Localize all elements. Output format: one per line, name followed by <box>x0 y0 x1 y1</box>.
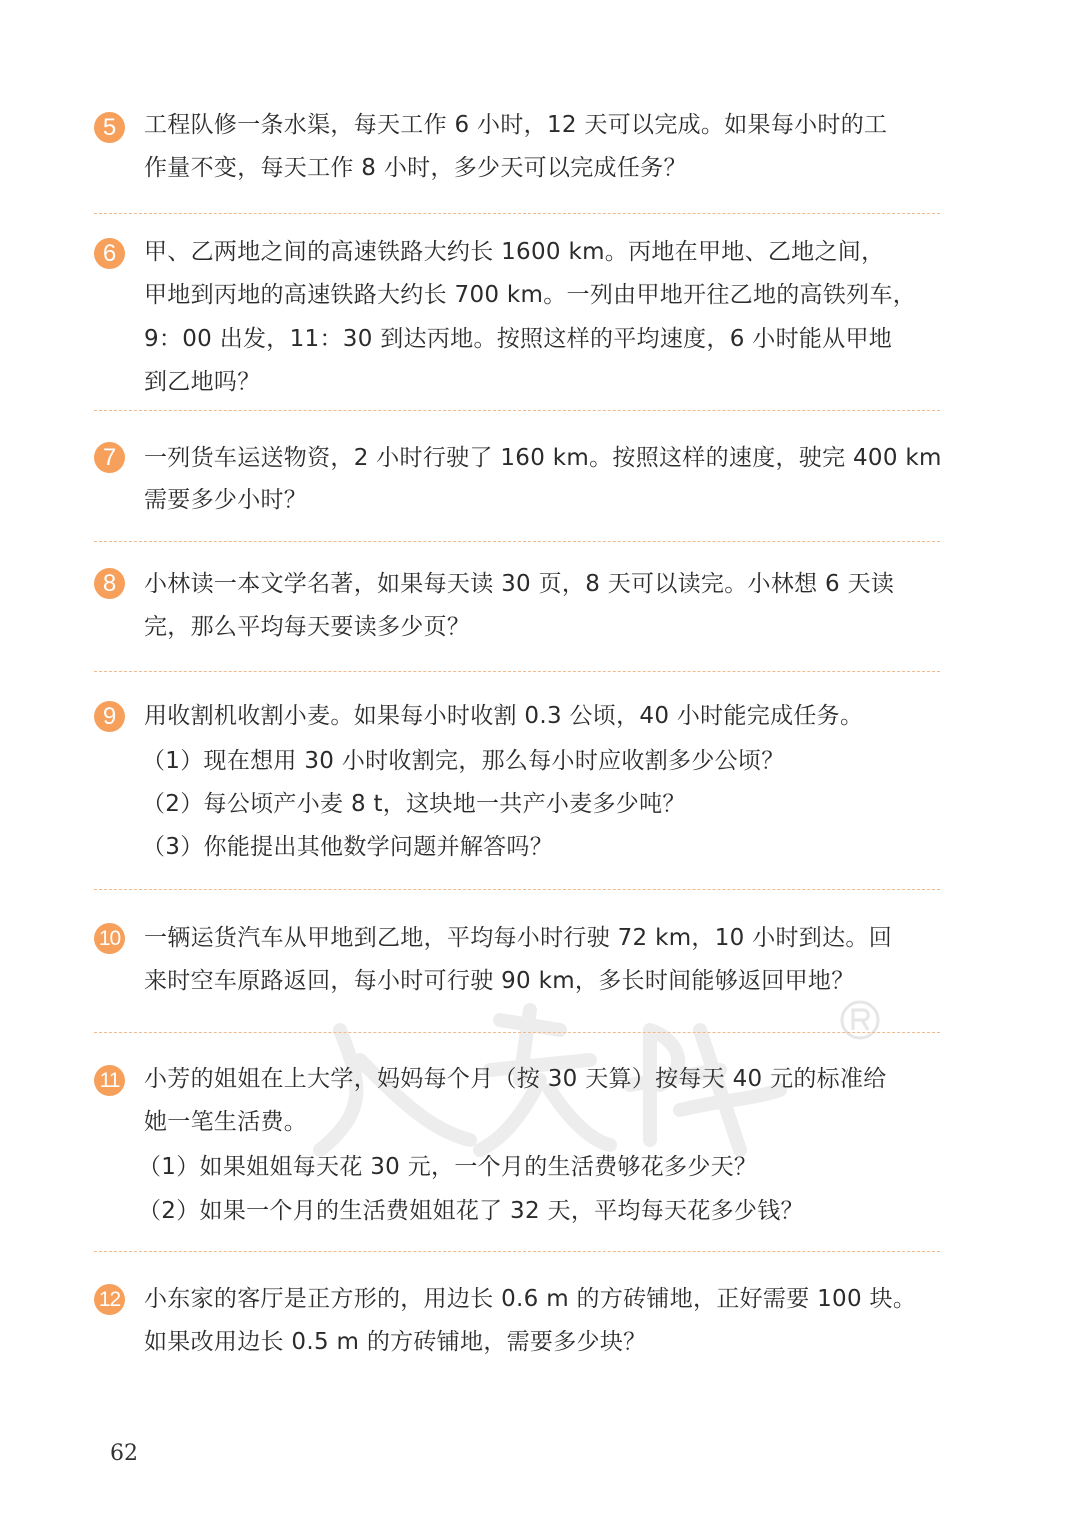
problem-number-badge: 5 <box>94 112 125 143</box>
section-divider <box>94 213 940 214</box>
problem-text-line: 小林读一本文学名著，如果每天读 30 页，8 天可以读完。小林想 6 天读 <box>144 571 895 597</box>
sub-question-line: （1）现在想用 30 小时收割完，那么每小时应收割多少公顷？ <box>142 748 785 774</box>
problem-text-line: 如果改用边长 0.5 m 的方砖铺地，需要多少块？ <box>144 1329 647 1355</box>
problem-text-line: 需要多少小时？ <box>144 487 308 513</box>
problem-number-badge: 11 <box>94 1065 125 1096</box>
problem-text-line: 一辆运货汽车从甲地到乙地，平均每小时行驶 72 km，10 小时到达。回 <box>144 925 892 951</box>
problem-text-line: 作量不变，每天工作 8 小时，多少天可以完成任务？ <box>144 155 687 181</box>
page-number: 62 <box>110 1441 138 1466</box>
problem-number-badge: 6 <box>94 238 125 269</box>
section-divider <box>94 671 940 672</box>
problem-text-line: 她一笔生活费。 <box>144 1109 308 1135</box>
problem-text-line: 来时空车原路返回，每小时可行驶 90 km，多长时间能够返回甲地？ <box>144 968 855 994</box>
problem-text-line: 小芳的姐姐在上大学，妈妈每个月（按 30 天算）按每天 40 元的标准给 <box>144 1066 887 1092</box>
problem-text-line: 用收割机收割小麦。如果每小时收割 0.3 公顷，40 小时能完成任务。 <box>144 703 864 729</box>
problem-number-badge: 10 <box>94 923 125 954</box>
sub-question-line: （1）如果姐姐每天花 30 元，一个月的生活费够花多少天？ <box>138 1154 758 1180</box>
problem-text-line: 小东家的客厅是正方形的，用边长 0.6 m 的方砖铺地，正好需要 100 块。 <box>144 1286 917 1312</box>
problem-text-line: 到乙地吗？ <box>144 369 261 395</box>
problem-number-badge: 9 <box>94 701 125 732</box>
section-divider <box>94 889 940 890</box>
problem-text-line: 完，那么平均每天要读多少页？ <box>144 614 471 640</box>
problem-text-line: 甲、乙两地之间的高速铁路大约长 1600 km。丙地在甲地、乙地之间， <box>144 239 885 265</box>
sub-question-line: （2）每公顷产小麦 8 t，这块地一共产小麦多少吨？ <box>142 791 686 817</box>
problem-number-badge: 12 <box>94 1284 125 1315</box>
sub-question-line: （2）如果一个月的生活费姐姐花了 32 天，平均每天花多少钱？ <box>138 1198 804 1224</box>
problem-text-line: 一列货车运送物资，2 小时行驶了 160 km。按照这样的速度，驶完 400 km <box>144 445 942 471</box>
problem-number-badge: 7 <box>94 442 125 473</box>
section-divider <box>94 410 940 411</box>
problem-text-line: 工程队修一条水渠，每天工作 6 小时，12 天可以完成。如果每小时的工 <box>144 112 888 138</box>
sub-question-line: （3）你能提出其他数学问题并解答吗？ <box>142 834 554 860</box>
section-divider <box>94 541 940 542</box>
problem-text-line: 9：00 出发，11：30 到达丙地。按照这样的平均速度，6 小时能从甲地 <box>144 326 893 352</box>
problem-text-line: 甲地到丙地的高速铁路大约长 700 km。一列由甲地开往乙地的高铁列车， <box>144 282 917 308</box>
section-divider <box>94 1251 940 1252</box>
problem-number-badge: 8 <box>94 568 125 599</box>
section-divider <box>94 1032 940 1033</box>
